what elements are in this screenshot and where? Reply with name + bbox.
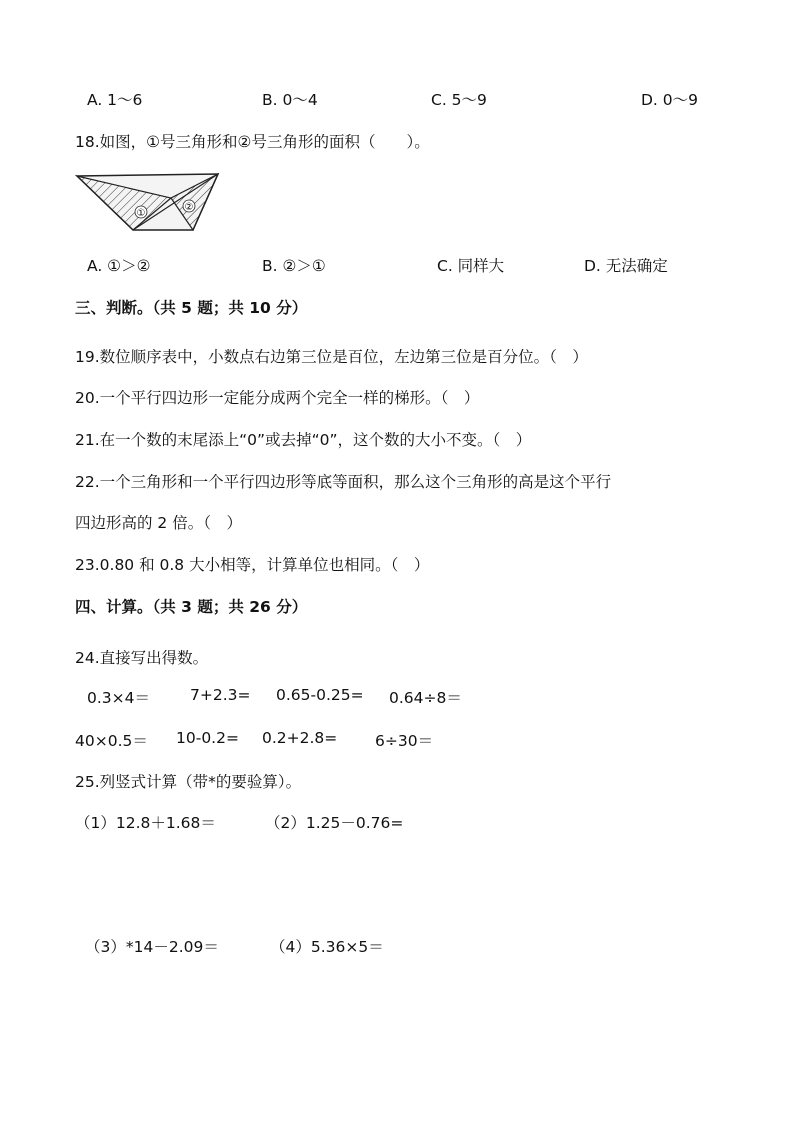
q24-r1-c1: 0.3×4＝: [87, 689, 150, 707]
q22-line1: 22.一个三角形和一个平行四边形等底等面积，那么这个三角形的高是这个平行: [75, 473, 612, 491]
q17-option-a[interactable]: A. 1～6: [87, 91, 143, 109]
q18-option-b[interactable]: B. ②＞①: [262, 257, 326, 275]
triangle-1-label: ①: [136, 208, 146, 219]
q19: 19.数位顺序表中，小数点右边第三位是百位，左边第三位是百分位。（ ）: [75, 348, 588, 366]
q17-option-b[interactable]: B. 0～4: [262, 91, 318, 109]
q24-stem: 24.直接写出得数。: [75, 649, 209, 667]
q17-option-d[interactable]: D. 0～9: [641, 91, 699, 109]
q24-r2-c3: 0.2+2.8=: [262, 729, 338, 747]
q24-r2-c1: 40×0.5＝: [75, 732, 148, 750]
q24-r1-c4: 0.64÷8＝: [389, 689, 462, 707]
q22-line2: 四边形高的 2 倍。（ ）: [75, 514, 242, 532]
q18-option-d[interactable]: D. 无法确定: [584, 257, 668, 275]
q20: 20.一个平行四边形一定能分成两个完全一样的梯形。（ ）: [75, 389, 480, 407]
section3-title: 三、判断。（共 5 题；共 10 分）: [75, 299, 308, 317]
q25-part3: （3）*14－2.09＝: [85, 938, 219, 956]
triangle-2-label: ②: [184, 202, 194, 213]
q24-r2-c2: 10-0.2=: [176, 729, 239, 747]
q25-part2: （2）1.25－0.76=: [265, 814, 404, 832]
q25-part4: （4）5.36×5＝: [270, 938, 384, 956]
q24-r2-c4: 6÷30＝: [375, 732, 434, 750]
q18-stem: 18.如图，①号三角形和②号三角形的面积（ ）。: [75, 133, 430, 151]
q25-stem: 25.列竖式计算（带*的要验算）。: [75, 773, 302, 791]
q17-option-c[interactable]: C. 5～9: [431, 91, 487, 109]
section4-title: 四、计算。（共 3 题；共 26 分）: [75, 598, 308, 616]
q24-r1-c3: 0.65-0.25=: [276, 686, 364, 704]
q24-r1-c2: 7+2.3=: [190, 686, 251, 704]
q25-part1: （1）12.8＋1.68＝: [75, 814, 216, 832]
q18-option-a[interactable]: A. ①＞②: [87, 257, 151, 275]
q18-option-c[interactable]: C. 同样大: [437, 257, 505, 275]
q21: 21.在一个数的末尾添上“0”或去掉“0”，这个数的大小不变。（ ）: [75, 431, 532, 449]
q23: 23.0.80 和 0.8 大小相等，计算单位也相同。（ ）: [75, 556, 430, 574]
triangles-figure: [75, 170, 220, 236]
